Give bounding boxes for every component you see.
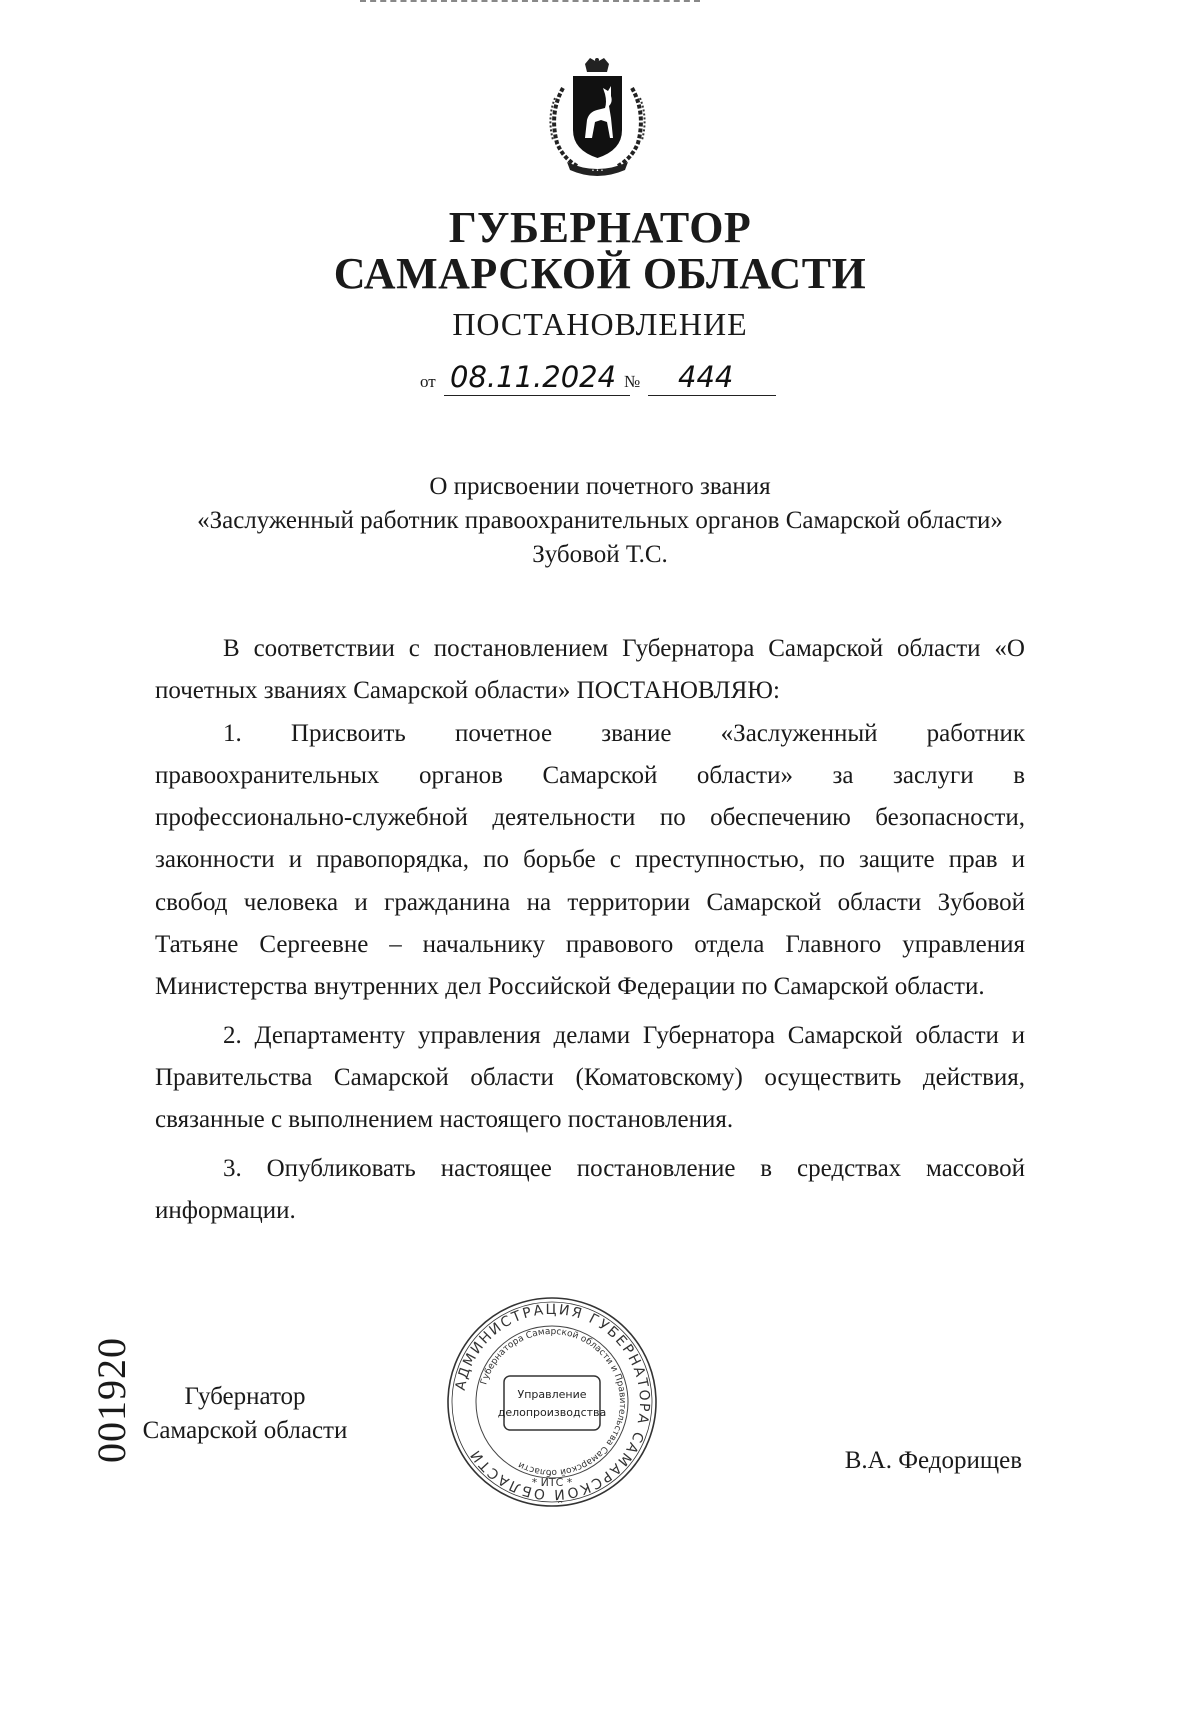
coat-of-arms-icon (545, 58, 650, 180)
document-type: ПОСТАНОВЛЕНИЕ (452, 306, 748, 342)
subject-line3: Зубовой Т.С. (532, 541, 668, 568)
subject-line2: «Заслуженный работник правоохранительных органов Самарской области» (197, 507, 1003, 534)
stamp-middle-text: Губернатора Самарской области и Правительства Самарской области (479, 1326, 628, 1478)
stamp-outer-text: АДМИНИСТРАЦИЯ ГУБЕРНАТОРА САМАРСКОЙ ОБЛАСТИ (452, 1301, 653, 1503)
serial-number-text: 001920 (89, 1337, 134, 1463)
official-stamp (446, 1296, 658, 1508)
authority-title-line1: ГУБЕРНАТОР (448, 203, 752, 252)
item-1-paragraph: 1. Присвоить почетное звание «Заслуженный работник правоохранительных органов Самарской области» за заслуги в профессионально-служебной деятельности по обеспечению безопасности, законности и правопорядка, по борьбе с преступностью, по защите прав и свобод человека и гражданина на территории Самарской области Зубовой Татьяне Сергеевне – начальнику правового отдела Главного управления Министерства внутренних дел Российской Федерации по Самарской области. (155, 719, 1025, 1001)
number-underline (648, 395, 776, 396)
svg-text:• • •: • • • (591, 168, 604, 174)
stamp-center-line1: Управление (517, 1388, 587, 1401)
document-body (155, 628, 1025, 1232)
signer-name: В.А. Федорищев (844, 1447, 1022, 1474)
stamp-bottom-text: * ИТС * (531, 1476, 573, 1489)
date-value: 08.11.2024 (450, 360, 617, 394)
number-prefix: № (624, 372, 641, 391)
scan-top-edge (360, 0, 700, 4)
signatory-line1: Губернатор (184, 1383, 306, 1410)
subject-line1: О присвоении почетного звания (429, 473, 771, 500)
date-underline (444, 395, 630, 396)
signatory-line2: Самарской области (142, 1417, 348, 1444)
stamp-center-line2: делопроизводства (497, 1406, 607, 1419)
date-number-line (420, 356, 820, 396)
preamble-paragraph: В соответствии с постановлением Губернатора Самарской области «О почетных званиях Самарской области» ПОСТАНОВЛЯЮ: (155, 635, 1025, 705)
item-3-paragraph: 3. Опубликовать настоящее постановление в средствах массовой информации. (155, 1154, 1025, 1224)
number-value: 444 (678, 360, 734, 394)
item-2-paragraph: 2. Департаменту управления делами Губернатора Самарской области и Правительства Самарской области (Коматовскому) осуществить действия, связанные с выполнением настоящего постановления. (155, 1021, 1025, 1134)
document-subject (0, 470, 1200, 572)
signatory-title (135, 1380, 355, 1448)
date-prefix: от (420, 372, 436, 391)
authority-title-line2: САМАРСКОЙ ОБЛАСТИ (333, 249, 867, 298)
